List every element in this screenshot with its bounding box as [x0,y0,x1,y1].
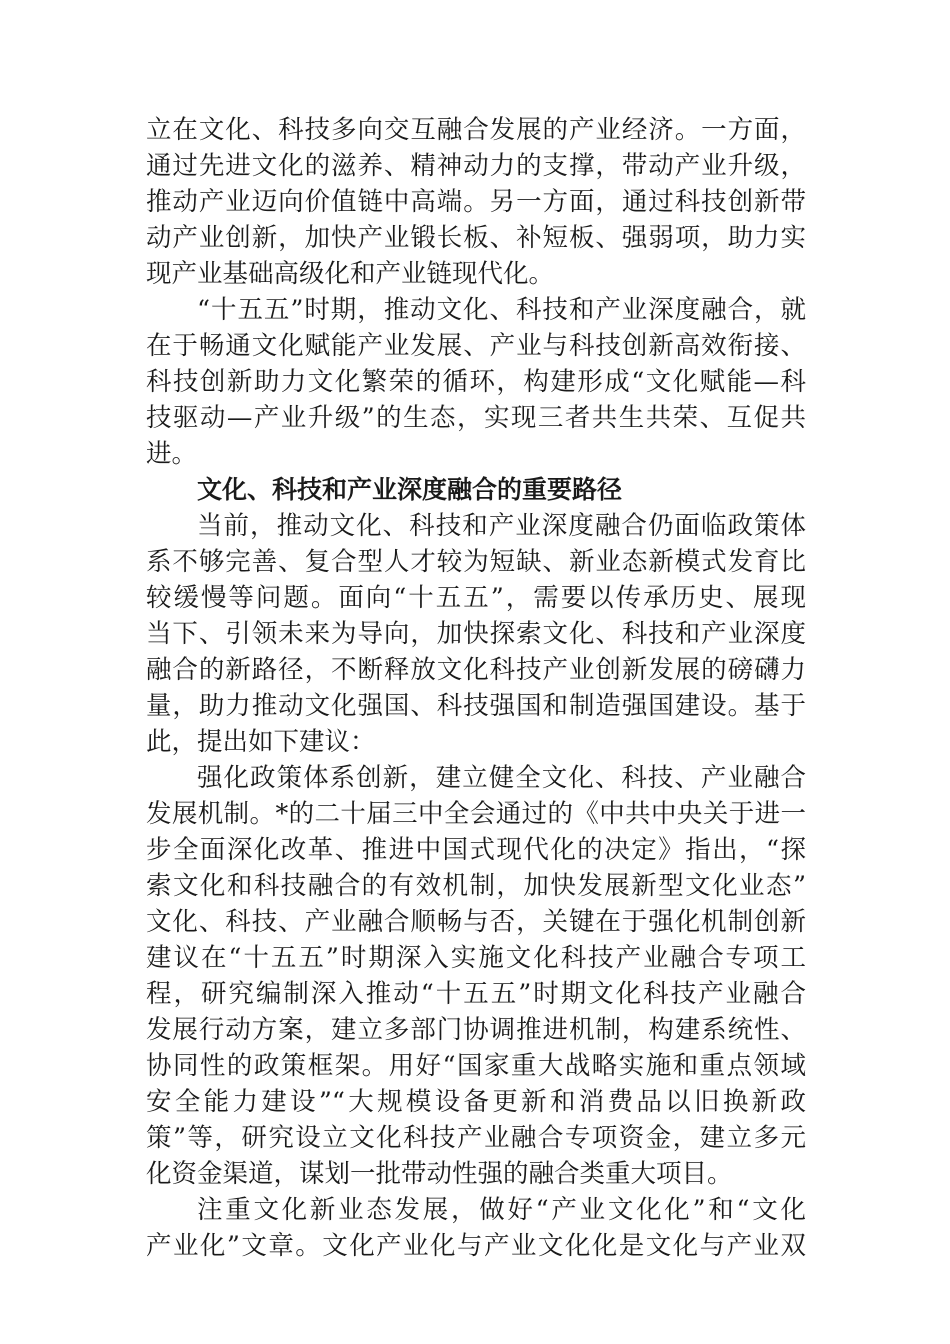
text-line: 通过先进文化的滋养、精神动力的支撑，带动产业升级， [146,151,806,181]
text-line: 程，研究编制深入推动“十五五”时期文化科技产业融合 [146,979,806,1009]
text-line: 技驱动—产业升级”的生态，实现三者共生共荣、互促共 [146,403,806,433]
text-line: 科技创新助力文化繁荣的循环，构建形成“文化赋能—科 [146,367,806,397]
paragraph [146,1192,806,1264]
text-line: 量，助力推动文化强国、科技强国和制造强国建设。基于 [146,691,806,721]
text-line: 系不够完善、复合型人才较为短缺、新业态新模式发育比 [146,547,806,577]
text-line: 步全面深化改革、推进中国式现代化的决定》指出，“探 [146,835,806,865]
text-line: 产业化”文章。文化产业化与产业文化化是文化与产业双 [146,1231,806,1261]
text-line: 注重文化新业态发展，做好“产业文化化”和“文化 [197,1195,806,1225]
text-line: 此，提出如下建议： [146,727,376,757]
text-line: 当前，推动文化、科技和产业深度融合仍面临政策体 [197,511,806,541]
text-line: 文化、科技、产业融合顺畅与否，关键在于强化机制创新 [146,907,806,937]
text-line: “十五五”时期，推动文化、科技和产业深度融合，就 [197,295,806,325]
text-line: 化资金渠道，谋划一批带动性强的融合类重大项目。 [146,1159,733,1189]
text-line: 立在文化、科技多向交互融合发展的产业经济。一方面， [146,115,806,145]
paragraph [146,508,806,760]
section-heading: 文化、科技和产业深度融合的重要路径 [197,475,623,504]
paragraph [146,760,806,1192]
text-line: 策”等，研究设立文化科技产业融合专项资金，建立多元 [146,1123,806,1153]
text-line: 发展机制。*的二十届三中全会通过的《中共中央关于进一 [146,799,806,829]
text-line: 发展行动方案，建立多部门协调推进机制，构建系统性、 [146,1015,806,1045]
text-line: 融合的新路径，不断释放文化科技产业创新发展的磅礴力 [146,655,806,685]
text-line: 进。 [146,439,198,469]
paragraph [146,292,806,472]
text-line: 现产业基础高级化和产业链现代化。 [146,259,555,289]
paragraph [146,112,806,292]
text-line: 动产业创新，加快产业锻长板、补短板、强弱项，助力实 [146,223,806,253]
text-line: 较缓慢等问题。面向“十五五”，需要以传承历史、展现 [146,583,806,613]
document-page [146,112,806,1264]
text-line: 强化政策体系创新，建立健全文化、科技、产业融合 [197,763,806,793]
text-line: 在于畅通文化赋能产业发展、产业与科技创新高效衔接、 [146,331,806,361]
text-line: 推动产业迈向价值链中高端。另一方面，通过科技创新带 [146,187,806,217]
text-line: 安全能力建设”“大规模设备更新和消费品以旧换新政 [146,1087,806,1117]
text-line: 建议在“十五五”时期深入实施文化科技产业融合专项工 [146,943,806,973]
text-line: 当下、引领未来为导向，加快探索文化、科技和产业深度 [146,619,806,649]
text-line: 协同性的政策框架。用好“国家重大战略实施和重点领域 [146,1051,806,1081]
text-line: 索文化和科技融合的有效机制，加快发展新型文化业态” [146,871,806,901]
